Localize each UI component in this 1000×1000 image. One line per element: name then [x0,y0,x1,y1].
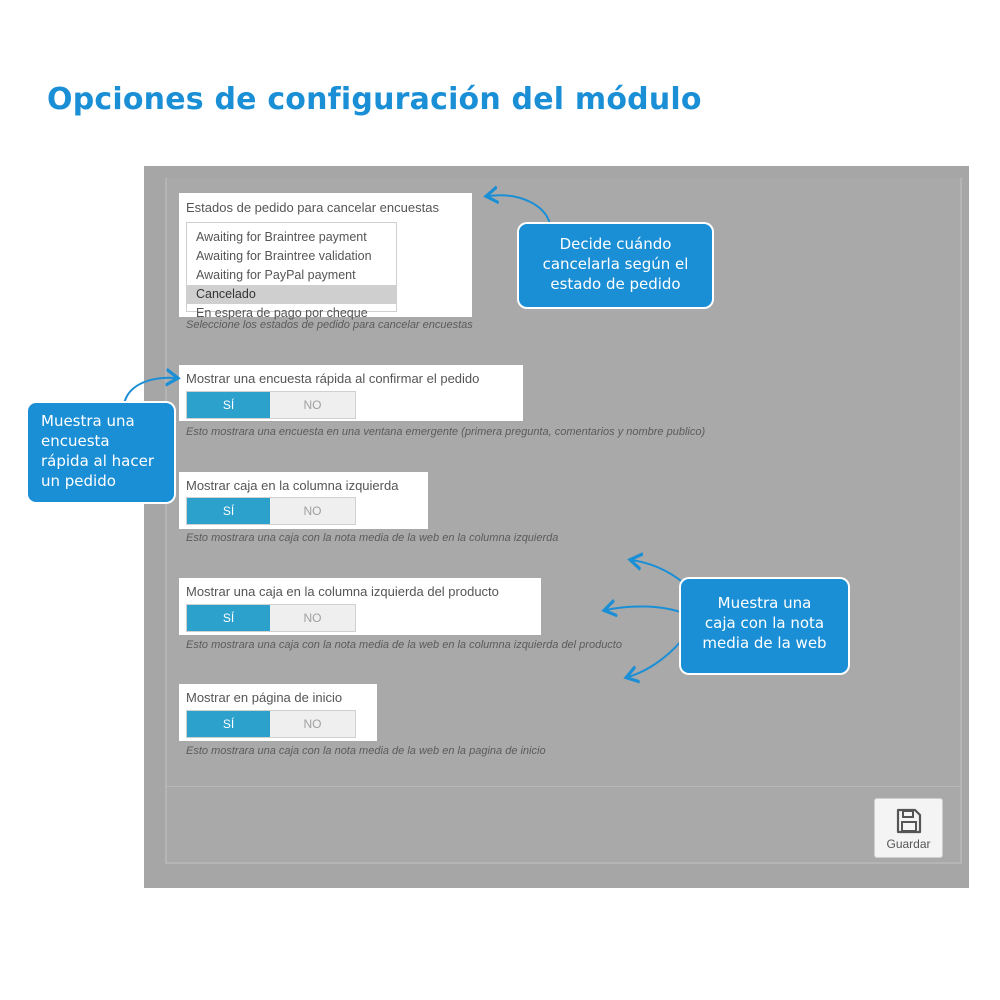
quick-survey-label: Mostrar una encuesta rápida al confirmar el pedido [186,371,480,386]
toggle-yes[interactable]: SÍ [187,392,270,418]
list-option[interactable]: Awaiting for PayPal payment [196,268,356,282]
toggle-no[interactable]: NO [270,605,355,631]
order-states-label: Estados de pedido para cancelar encuestas [186,200,439,215]
callout-boxes [681,579,848,673]
list-option[interactable]: En espera de pago por cheque [196,306,368,320]
save-label: Guardar [886,837,931,851]
callout-line: encuesta [41,432,110,450]
arrow-home-page [628,640,682,677]
arrow-order-states [488,195,550,224]
product-left-column-label: Mostrar una caja en la columna izquierda del producto [186,584,499,599]
toggle-yes[interactable]: SÍ [187,605,270,631]
list-option-selected[interactable]: Cancelado [187,285,396,304]
list-option[interactable]: Awaiting for Braintree payment [196,230,367,244]
arrow-quick-survey [124,378,176,404]
callout-line: Decide cuándo [559,235,672,253]
left-column-label: Mostrar caja en la columna izquierda [186,478,399,493]
product-left-column-help: Esto mostrara una caja con la nota media de la web en la columna izquierda del producto [186,639,622,651]
arrow-left-column [632,560,688,587]
toggle-no[interactable]: NO [270,498,355,524]
home-page-help: Esto mostrara una caja con la nota media de la web en la pagina de inicio [186,745,546,757]
callout-line: rápida al hacer [41,452,154,470]
page-title: Opciones de configuración del módulo [47,82,702,117]
list-option[interactable]: Awaiting for Braintree validation [196,249,372,263]
callout-line: Muestra una [41,412,135,430]
callout-quick-survey [28,403,174,502]
callout-line: caja con la nota [704,614,825,632]
callout-order-states [519,224,712,307]
home-page-label: Mostrar en página de inicio [186,690,343,705]
toggle-no[interactable]: NO [270,711,355,737]
toggle-yes[interactable]: SÍ [187,711,270,737]
callout-line: estado de pedido [550,275,681,293]
callout-line: un pedido [41,472,116,490]
left-column-help: Esto mostrara una caja con la nota media de la web en la columna izquierda [186,532,559,544]
callout-line: media de la web [702,634,827,652]
arrow-product-left-column [606,606,680,612]
quick-survey-help: Esto mostrara una encuesta en una ventana emergente (primera pregunta, comentarios y nombre publico) [186,426,706,438]
toggle-yes[interactable]: SÍ [187,498,270,524]
toggle-no[interactable]: NO [270,392,355,418]
order-states-help: Seleccione los estados de pedido para cancelar encuestas [186,319,473,331]
callout-line: Muestra una [717,594,812,612]
callout-line: cancelarla según el [542,255,689,273]
